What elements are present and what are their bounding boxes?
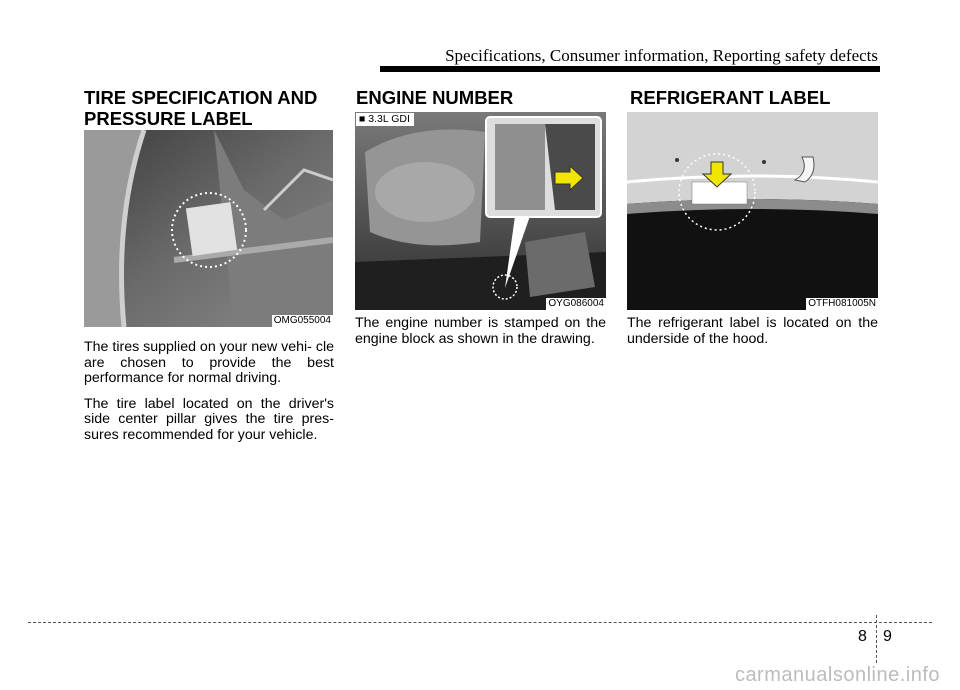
paragraph: The tire label located on the driver's side center pillar gives the tire pres- sures recommended for your vehicle. [84,395,334,443]
paragraph: The tires supplied on your new vehi- cle are chosen to provide the best performance for normal driving. [84,339,334,387]
engine-section-heading: ENGINE NUMBER [356,87,514,108]
heading-line: PRESSURE LABEL [84,108,253,129]
engine-section-text [355,316,606,357]
refrigerant-label-photo [627,112,878,310]
header-title: Specifications, Consumer information, Reporting safety defects [445,46,878,65]
heading-line: TIRE SPECIFICATION AND [84,87,318,108]
engine-variant-label: ■ 3.3L GDI [356,113,414,126]
image-code: OTFH081005N [808,298,876,309]
watermark-link[interactable]: carmanualsonline.info [734,664,940,686]
page-section-number: 8 [858,628,867,645]
engine-number-photo [355,112,606,310]
tire-label-photo [84,130,333,327]
refrigerant-section-heading: REFRIGERANT LABEL [630,87,831,108]
tire-section-text [84,340,334,454]
paragraph: The engine number is stamped on the engine block as shown in the drawing. [355,315,606,347]
refrigerant-section-text [627,316,878,357]
image-code: OMG055004 [273,315,331,326]
tire-section-heading [84,87,317,129]
header-rule [380,66,880,72]
footer-rule [28,622,932,623]
paragraph: The refrigerant label is located on the underside of the hood. [627,315,878,347]
image-code: OYG086004 [548,298,604,309]
page-number: 9 [883,628,892,645]
page-number-divider [876,615,877,663]
